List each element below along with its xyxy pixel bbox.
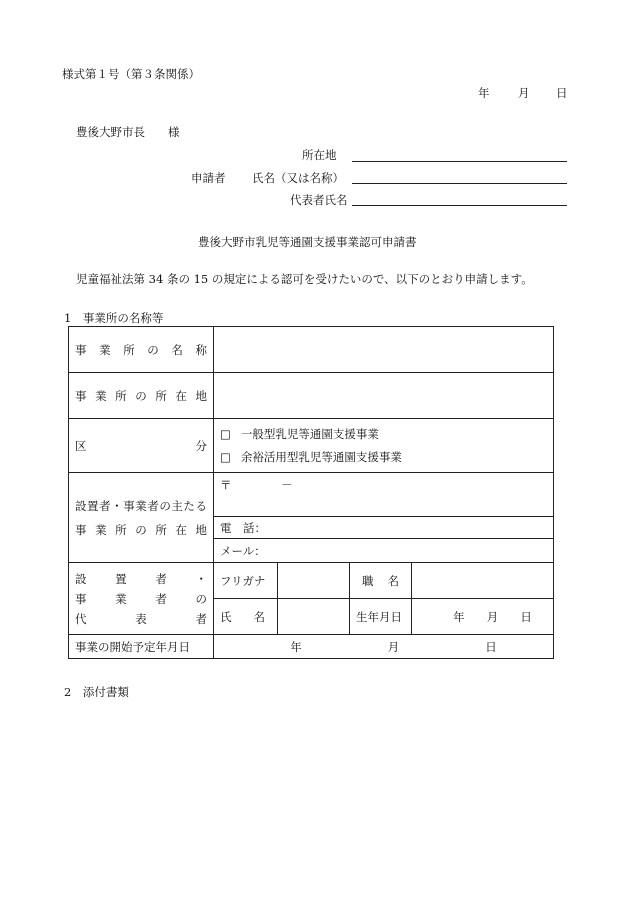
owner-address-label <box>69 473 214 563</box>
facility-table <box>68 326 554 659</box>
section-2-heading: 2 添付書類 <box>64 685 129 699</box>
category-options <box>214 419 554 473</box>
furigana-field[interactable] <box>278 563 350 599</box>
owner-phone-field[interactable] <box>214 517 554 539</box>
job-title-label <box>350 563 412 599</box>
postal-mark: 〒 <box>220 478 232 492</box>
job-title-field[interactable] <box>412 563 554 599</box>
facility-address-label <box>69 373 214 419</box>
facility-name-field[interactable] <box>214 327 554 373</box>
owner-email-field[interactable] <box>214 539 554 563</box>
checkbox-surplus[interactable]: □ <box>220 449 231 464</box>
date-day-label: 日 <box>556 86 568 100</box>
facility-name-label <box>69 327 214 373</box>
postal-dash: － <box>281 478 293 492</box>
row-rep-furigana <box>69 563 554 599</box>
form-number: 様式第１号（第３条関係） <box>62 67 200 81</box>
document-title: 豊後大野市乳児等通園支援事業認可申請書 <box>198 235 417 249</box>
applicant-name-label: 氏名（又は名称） <box>252 171 344 185</box>
applicant-name-line[interactable] <box>352 183 567 184</box>
owner-postal-field[interactable] <box>214 473 554 517</box>
category-label-chars: 区 分 <box>75 438 207 453</box>
birth-date-label: 生年月日 <box>350 599 412 635</box>
category-option-surplus[interactable]: □ 余裕活用型乳児等通園支援事業 <box>220 446 547 469</box>
email-label: メール： <box>220 543 266 558</box>
rep-name-label-chars: 氏 名 <box>220 609 265 624</box>
rep-label-line-3: 代 表 者 <box>75 611 207 626</box>
date-year-label: 年 <box>478 86 490 100</box>
checkbox-general[interactable]: □ <box>220 426 231 441</box>
furigana-label: フリガナ <box>214 563 278 599</box>
rep-label <box>69 563 214 635</box>
category-option-general[interactable]: □ 一般型乳児等通園支援事業 <box>220 423 547 446</box>
birth-date-field[interactable] <box>412 599 554 635</box>
start-date-label: 事業の開始予定年月日 <box>69 635 214 659</box>
intro-text: 児童福祉法第 34 条の 15 の規定による認可を受けたいので、以下のとおり申請します。 <box>76 272 533 286</box>
row-start-date <box>69 635 554 659</box>
row-facility-name <box>69 327 554 373</box>
owner-label-line-2: 事 業 所 の 所 在 地 <box>75 522 207 537</box>
row-category <box>69 419 554 473</box>
start-date-field[interactable] <box>214 635 554 659</box>
rep-label-line-2: 事 業 者 の <box>75 591 207 606</box>
start-date-parts: 年 月 日 <box>290 639 497 654</box>
applicant-rep-label: 代表者氏名 <box>290 193 348 207</box>
facility-address-field[interactable] <box>214 373 554 419</box>
applicant-address-label: 所在地 <box>302 148 337 162</box>
date-month-label: 月 <box>518 86 530 100</box>
applicant-address-line[interactable] <box>352 161 567 162</box>
section-1-heading: 1 事業所の名称等 <box>64 311 164 325</box>
birth-date-parts: 年 月 日 <box>453 609 532 624</box>
row-facility-address <box>69 373 554 419</box>
phone-label: 電 話： <box>220 520 266 535</box>
facility-address-label-chars: 事 業 所 の 所 在 地 <box>75 388 207 403</box>
rep-name-field[interactable] <box>278 599 350 635</box>
applicant-role-label: 申請者 <box>191 171 226 185</box>
owner-label-line-1: 設 置 者 ・ 事 業 者 の 主 た る <box>75 498 207 513</box>
job-title-label-chars: 職 名 <box>362 573 399 588</box>
addressee: 豊後大野市長 様 <box>76 125 180 139</box>
rep-label-line-1: 設 置 者 ・ <box>75 571 207 586</box>
facility-name-label-chars: 事 業 所 の 名 称 <box>75 342 207 357</box>
applicant-rep-line[interactable] <box>352 205 567 206</box>
rep-name-label <box>214 599 278 635</box>
row-owner-postal <box>69 473 554 517</box>
category-label <box>69 419 214 473</box>
